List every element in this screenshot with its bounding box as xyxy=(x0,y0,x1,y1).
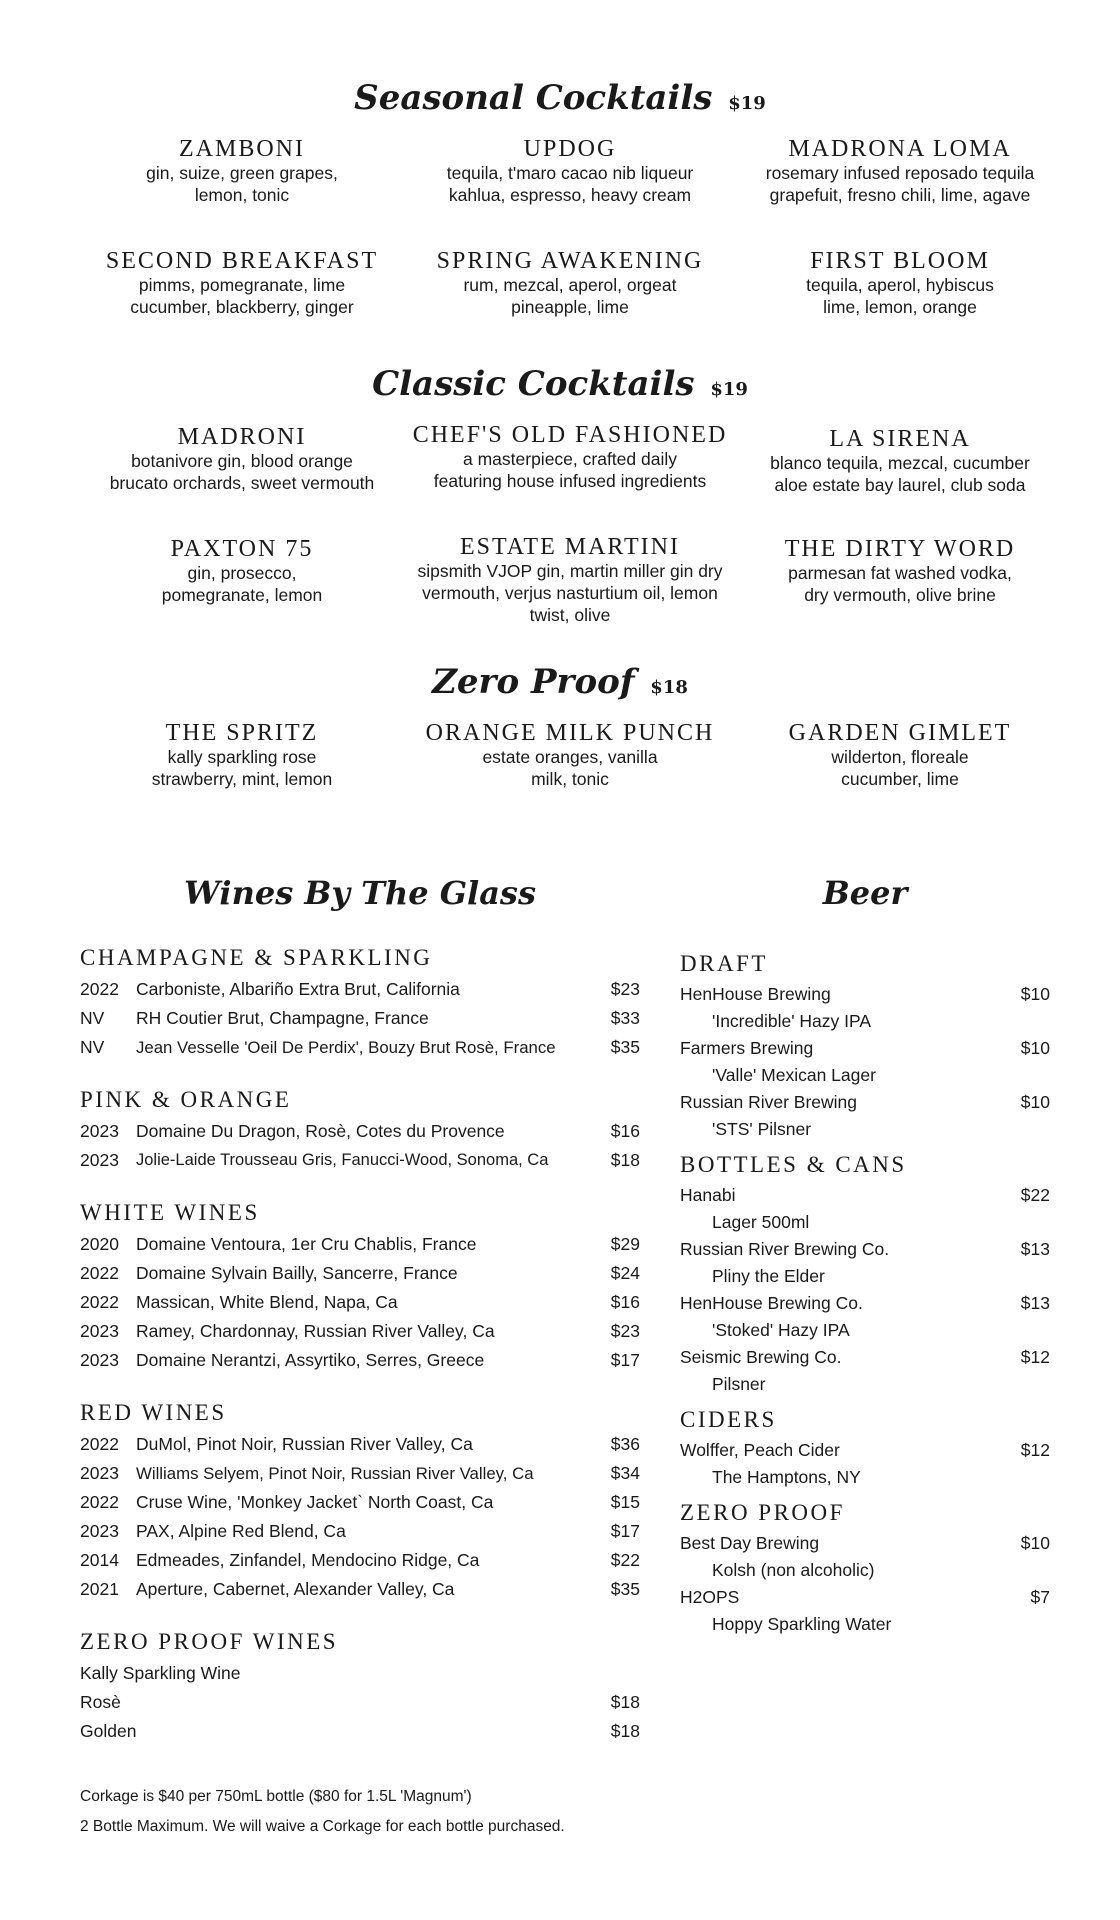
drink-desc: milk, tonic xyxy=(531,769,609,789)
zero-proof-price: $18 xyxy=(650,677,688,698)
wine-name: PAX, Alpine Red Blend, Ca xyxy=(136,1521,346,1541)
drink-estate-martini xyxy=(400,534,740,626)
seasonal-title-text: Seasonal Cocktails xyxy=(354,78,713,118)
drink-desc: vermouth, verjus nasturtium oil, lemon xyxy=(422,583,718,603)
drink-la-sirena xyxy=(740,426,1060,496)
wine-price: $16 xyxy=(610,1292,640,1312)
drink-second-breakfast xyxy=(82,248,402,318)
wine-name: Kally Sparkling Wine xyxy=(80,1663,241,1683)
beer-price: $22 xyxy=(1020,1185,1050,1205)
wine-item xyxy=(80,1717,640,1746)
wine-price: $35 xyxy=(610,1579,640,1599)
wine-category-heading: WHITE WINES xyxy=(80,1200,260,1225)
drink-garden-gimlet xyxy=(740,720,1060,790)
wine-price xyxy=(592,1659,640,1688)
drink-desc: lime, lemon, orange xyxy=(823,297,977,317)
beer-name: Russian River Brewing xyxy=(680,1092,858,1112)
wine-price: $17 xyxy=(610,1350,640,1370)
wine-category-heading: PINK & ORANGE xyxy=(80,1087,292,1112)
drink-name: PAXTON 75 xyxy=(170,536,314,562)
beer-price: $12 xyxy=(1020,1347,1050,1367)
beer-list xyxy=(680,950,1050,1646)
wine-group-zero-proof xyxy=(80,1628,640,1746)
wine-year: 2023 xyxy=(80,1321,119,1341)
drink-name: FIRST BLOOM xyxy=(810,248,990,274)
wine-item xyxy=(80,1430,640,1459)
wine-item xyxy=(80,1259,640,1288)
drink-desc: pimms, pomegranate, lime xyxy=(138,275,346,295)
beer-item xyxy=(680,1437,1050,1491)
wine-item xyxy=(80,1488,640,1517)
wine-price: $34 xyxy=(610,1463,640,1483)
drink-desc: parmesan fat washed vodka, xyxy=(788,563,1012,583)
beer-sub: 'Valle' Mexican Lager xyxy=(712,1065,876,1085)
wine-price: $35 xyxy=(610,1037,640,1057)
wine-year: 2023 xyxy=(80,1521,119,1541)
drink-name: UPDOG xyxy=(523,136,617,162)
drink-desc: estate oranges, vanilla xyxy=(482,747,658,767)
drink-desc: kahlua, espresso, heavy cream xyxy=(448,185,692,205)
classic-title-text: Classic Cocktails xyxy=(372,364,695,404)
seasonal-price: $19 xyxy=(728,93,766,114)
drink-name: SPRING AWAKENING xyxy=(436,248,704,274)
wine-price: $24 xyxy=(610,1263,640,1283)
wine-name: Ramey, Chardonnay, Russian River Valley, Ca xyxy=(136,1321,495,1341)
wine-category-heading: ZERO PROOF WINES xyxy=(80,1629,339,1654)
beer-sub: Lager 500ml xyxy=(712,1212,810,1232)
wine-name: Domaine Du Dragon, Rosè, Cotes du Provence xyxy=(136,1121,505,1141)
drink-desc: rum, mezcal, aperol, orgeat xyxy=(463,275,677,295)
drink-desc: a masterpiece, crafted daily xyxy=(463,449,677,469)
drink-desc: twist, olive xyxy=(529,605,611,625)
wine-year: 2022 xyxy=(80,1492,119,1512)
wine-name: Domaine Nerantzi, Assyrtiko, Serres, Greece xyxy=(136,1350,485,1370)
drink-desc: featuring house infused ingredients xyxy=(433,471,707,491)
wine-item xyxy=(80,975,640,1004)
beer-price: $10 xyxy=(1020,1038,1050,1058)
beer-name: Wolffer, Peach Cider xyxy=(680,1440,840,1460)
wine-item xyxy=(80,1317,640,1346)
drink-zamboni xyxy=(82,136,402,206)
beer-name: HenHouse Brewing xyxy=(680,984,831,1004)
wine-price: $36 xyxy=(610,1434,640,1454)
beer-item xyxy=(680,1290,1050,1344)
drink-name: MADRONA LOMA xyxy=(788,136,1012,162)
drink-desc: rosemary infused reposado tequila xyxy=(765,163,1035,183)
wine-item xyxy=(80,1230,640,1259)
drink-desc: dry vermouth, olive brine xyxy=(804,585,996,605)
beer-name: Seismic Brewing Co. xyxy=(680,1347,842,1367)
wine-name: Jean Vesselle 'Oeil De Perdix', Bouzy Brut Rosè, France xyxy=(136,1038,556,1057)
drink-desc: gin, prosecco, xyxy=(187,563,297,583)
wine-price: $15 xyxy=(610,1492,640,1512)
wine-item xyxy=(80,1346,640,1375)
footnote-line: Corkage is $40 per 750mL bottle ($80 for 1.5L 'Magnum') xyxy=(80,1788,472,1805)
beer-sub: The Hamptons, NY xyxy=(712,1467,861,1487)
beer-sub: Pliny the Elder xyxy=(712,1266,825,1286)
beer-item xyxy=(680,1530,1050,1584)
drink-name: GARDEN GIMLET xyxy=(788,720,1012,746)
beer-group-ciders xyxy=(680,1406,1050,1491)
wine-year: 2022 xyxy=(80,1292,119,1312)
wine-category-heading: RED WINES xyxy=(80,1400,227,1425)
wine-item xyxy=(80,1575,640,1604)
drink-chefs-old-fashioned xyxy=(410,422,730,492)
wine-group-white xyxy=(80,1199,640,1375)
wine-year: 2022 xyxy=(80,1434,119,1454)
wine-name: Golden xyxy=(80,1721,137,1741)
wine-price: $16 xyxy=(610,1121,640,1141)
wine-year: 2023 xyxy=(80,1121,119,1141)
wine-price: $29 xyxy=(610,1234,640,1254)
beer-price: $13 xyxy=(1020,1293,1050,1313)
wine-item xyxy=(80,1033,640,1062)
drink-desc: lemon, tonic xyxy=(194,185,290,205)
wine-price: $17 xyxy=(610,1521,640,1541)
wine-group-pink-orange xyxy=(80,1086,640,1175)
drink-name: SECOND BREAKFAST xyxy=(105,248,379,274)
wine-price: $18 xyxy=(610,1721,640,1741)
beer-category-heading: DRAFT xyxy=(680,951,768,976)
drink-name: ORANGE MILK PUNCH xyxy=(425,720,715,746)
beer-group-bottles-cans xyxy=(680,1151,1050,1398)
beer-sub: Hoppy Sparkling Water xyxy=(712,1614,892,1634)
beer-name: H2OPS xyxy=(680,1587,740,1607)
beer-item xyxy=(680,1344,1050,1398)
drink-name: THE SPRITZ xyxy=(165,720,319,746)
wine-name: Edmeades, Zinfandel, Mendocino Ridge, Ca xyxy=(136,1550,480,1570)
beer-price: $12 xyxy=(1020,1440,1050,1460)
beer-price: $7 xyxy=(1030,1587,1050,1607)
zero-proof-title-text: Zero Proof xyxy=(432,662,635,702)
drink-desc: pomegranate, lemon xyxy=(161,585,323,605)
drink-name: ESTATE MARTINI xyxy=(460,534,680,560)
drink-spring-awakening xyxy=(410,248,730,318)
wine-item xyxy=(80,1459,640,1488)
beer-category-heading: BOTTLES & CANS xyxy=(680,1152,907,1177)
wine-year: 2014 xyxy=(80,1550,119,1570)
drink-madroni xyxy=(82,424,402,494)
wine-price: $18 xyxy=(610,1692,640,1712)
wine-item xyxy=(80,1659,640,1688)
wine-price: $23 xyxy=(610,979,640,999)
wine-year: 2022 xyxy=(80,979,119,999)
wine-name: Williams Selyem, Pinot Noir, Russian River Valley, Ca xyxy=(136,1464,534,1483)
footnote-line: 2 Bottle Maximum. We will waive a Corkage for each bottle purchased. xyxy=(80,1818,565,1835)
beer-price: $10 xyxy=(1020,984,1050,1004)
classic-price: $19 xyxy=(710,379,748,400)
drink-name: LA SIRENA xyxy=(829,426,971,452)
wine-name: RH Coutier Brut, Champagne, France xyxy=(136,1008,429,1028)
drink-paxton-75 xyxy=(82,536,402,606)
seasonal-cocktails-title xyxy=(0,78,1120,118)
wine-name: Domaine Sylvain Bailly, Sancerre, France xyxy=(136,1263,458,1283)
drink-desc: tequila, aperol, hybiscus xyxy=(806,275,994,295)
wine-year: 2023 xyxy=(80,1463,119,1483)
drink-desc: cucumber, lime xyxy=(841,769,959,789)
wine-group-sparkling xyxy=(80,944,640,1062)
wine-year: 2020 xyxy=(80,1234,119,1254)
beer-group-zero-proof xyxy=(680,1499,1050,1638)
drink-madrona-loma xyxy=(740,136,1060,206)
wine-price: $33 xyxy=(610,1008,640,1028)
drink-desc: aloe estate bay laurel, club soda xyxy=(774,475,1026,495)
beer-group-draft xyxy=(680,950,1050,1143)
beer-item xyxy=(680,1089,1050,1143)
drink-desc: gin, suize, green grapes, xyxy=(146,163,338,183)
beer-title: Beer xyxy=(822,874,908,912)
beer-sub: 'Incredible' Hazy IPA xyxy=(712,1011,872,1031)
drink-desc: blanco tequila, mezcal, cucumber xyxy=(770,453,1030,473)
beer-price: $10 xyxy=(1020,1092,1050,1112)
beer-item xyxy=(680,981,1050,1035)
beer-category-heading: CIDERS xyxy=(680,1407,777,1432)
drink-orange-milk-punch xyxy=(410,720,730,790)
wine-item xyxy=(80,1004,640,1033)
drink-desc: grapefuit, fresno chili, lime, agave xyxy=(769,185,1031,205)
wine-name: Rosè xyxy=(80,1692,121,1712)
wine-category-heading: CHAMPAGNE & SPARKLING xyxy=(80,945,433,970)
wine-name: Carboniste, Albariño Extra Brut, California xyxy=(136,979,460,999)
beer-name: Farmers Brewing xyxy=(680,1038,814,1058)
wine-year: 2023 xyxy=(80,1150,119,1170)
wine-year: 2023 xyxy=(80,1350,119,1370)
wine-group-red xyxy=(80,1399,640,1604)
beer-sub: 'STS' Pilsner xyxy=(712,1119,812,1139)
beer-name: Best Day Brewing xyxy=(680,1533,820,1553)
wine-price: $22 xyxy=(610,1550,640,1570)
beer-item xyxy=(680,1035,1050,1089)
wine-name: DuMol, Pinot Noir, Russian River Valley, Ca xyxy=(136,1434,473,1454)
zero-proof-title xyxy=(0,662,1120,702)
wine-name: Jolie-Laide Trousseau Gris, Fanucci-Wood, Sonoma, Ca xyxy=(136,1151,549,1169)
beer-sub: Pilsner xyxy=(712,1374,766,1394)
beer-sub: 'Stoked' Hazy IPA xyxy=(712,1320,850,1340)
drink-first-bloom xyxy=(740,248,1060,318)
wine-year: NV xyxy=(80,1037,105,1057)
beer-name: HenHouse Brewing Co. xyxy=(680,1293,863,1313)
beer-name: Russian River Brewing Co. xyxy=(680,1239,890,1259)
wine-item xyxy=(80,1146,640,1175)
drink-desc: brucato orchards, sweet vermouth xyxy=(109,473,375,493)
drink-name: ZAMBONI xyxy=(179,136,305,162)
wine-price: $23 xyxy=(610,1321,640,1341)
wine-year: 2022 xyxy=(80,1263,119,1283)
wine-name: Cruse Wine, 'Monkey Jacket` North Coast, Ca xyxy=(136,1492,494,1512)
drink-updog xyxy=(410,136,730,206)
drink-desc: sipsmith VJOP gin, martin miller gin dry xyxy=(417,561,723,581)
wines-title: Wines By The Glass xyxy=(184,874,536,912)
wine-item xyxy=(80,1117,640,1146)
beer-item xyxy=(680,1182,1050,1236)
wine-item xyxy=(80,1288,640,1317)
beer-category-heading: ZERO PROOF xyxy=(680,1500,845,1525)
corkage-footnote xyxy=(80,1782,565,1842)
beer-price: $13 xyxy=(1020,1239,1050,1259)
drink-desc: pineapple, lime xyxy=(511,297,629,317)
wine-item xyxy=(80,1546,640,1575)
wine-list xyxy=(80,944,640,1770)
wine-year: 2021 xyxy=(80,1579,119,1599)
classic-cocktails-title xyxy=(0,364,1120,404)
drink-name: THE DIRTY WORD xyxy=(784,536,1016,562)
wine-year: NV xyxy=(80,1008,105,1028)
wine-item xyxy=(80,1688,640,1717)
drink-desc: strawberry, mint, lemon xyxy=(151,769,333,789)
drink-name: MADRONI xyxy=(177,424,307,450)
beer-item xyxy=(680,1236,1050,1290)
drink-the-spritz xyxy=(82,720,402,790)
drink-name: CHEF'S OLD FASHIONED xyxy=(412,422,728,448)
drink-desc: tequila, t'maro cacao nib liqueur xyxy=(446,163,694,183)
drink-desc: botanivore gin, blood orange xyxy=(131,451,353,471)
drink-the-dirty-word xyxy=(740,536,1060,606)
beer-item xyxy=(680,1584,1050,1638)
wine-name: Massican, White Blend, Napa, Ca xyxy=(136,1292,398,1312)
drink-desc: kally sparkling rose xyxy=(167,747,317,767)
drink-desc: wilderton, floreale xyxy=(831,747,969,767)
beer-price: $10 xyxy=(1020,1533,1050,1553)
wine-item xyxy=(80,1517,640,1546)
drink-desc: cucumber, blackberry, ginger xyxy=(130,297,354,317)
wine-price: $18 xyxy=(610,1150,640,1170)
wine-name: Aperture, Cabernet, Alexander Valley, Ca xyxy=(136,1579,455,1599)
wine-name: Domaine Ventoura, 1er Cru Chablis, France xyxy=(136,1234,477,1254)
beer-sub: Kolsh (non alcoholic) xyxy=(712,1560,875,1580)
beer-name: Hanabi xyxy=(680,1185,736,1205)
